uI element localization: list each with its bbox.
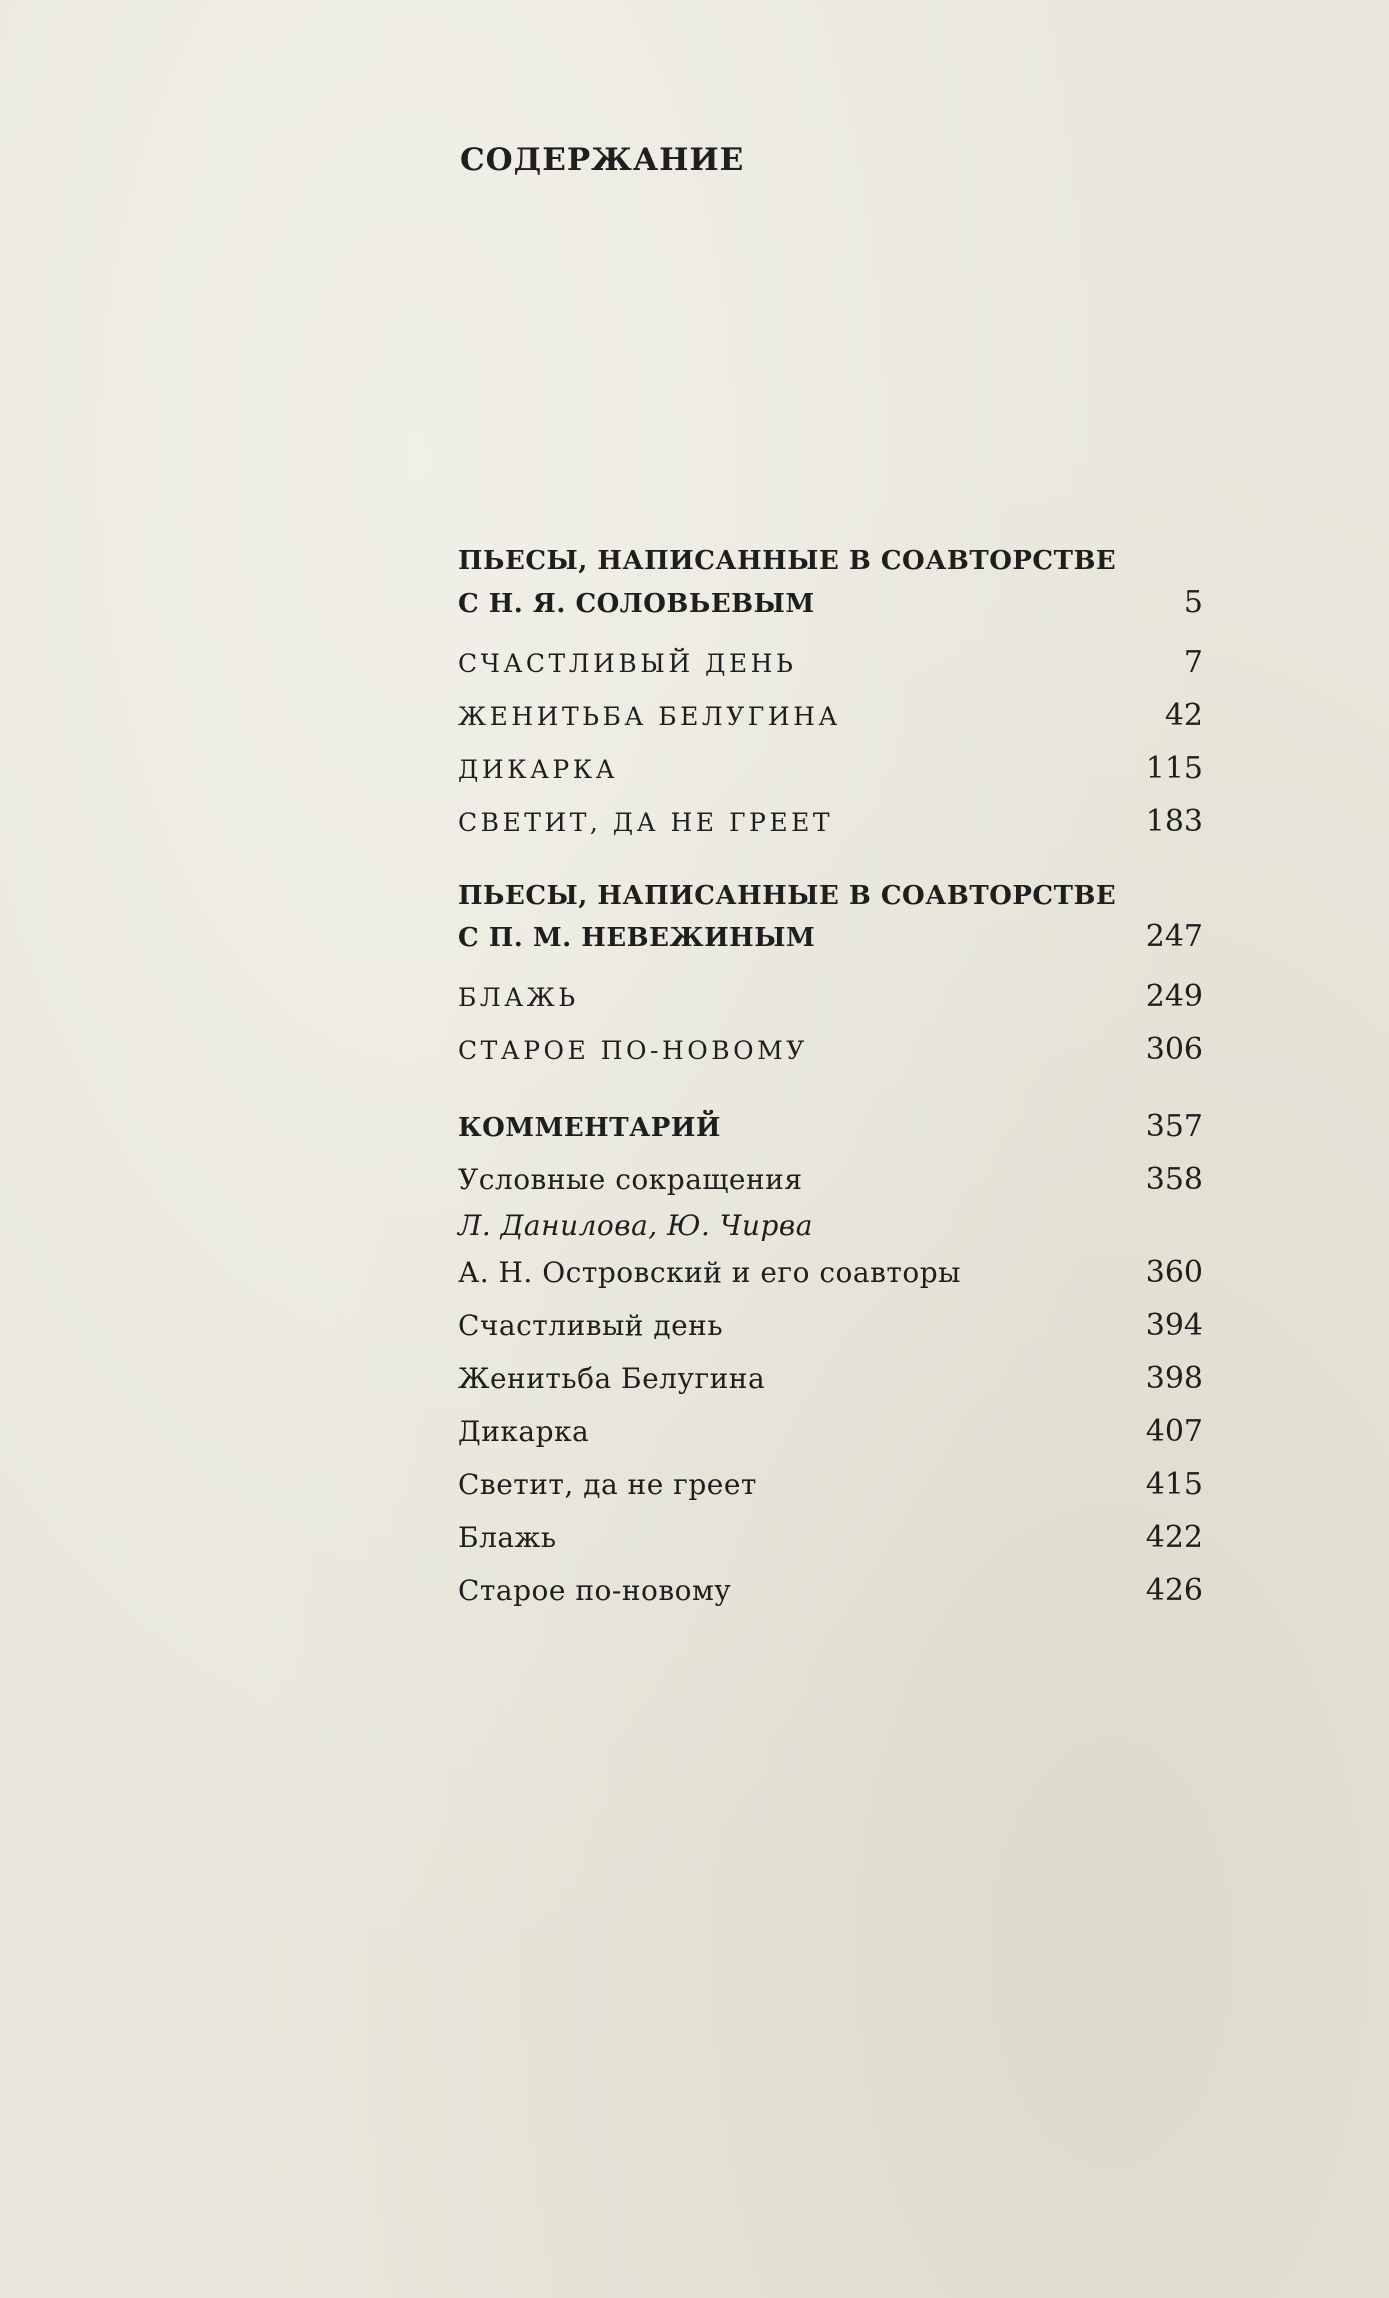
toc-item-label: Блажь <box>458 1521 557 1554</box>
toc-item <box>458 1458 1203 1511</box>
toc-item-label: ЖЕНИТЬБА БЕЛУГИНА <box>458 702 841 731</box>
section-2-title-row <box>458 916 1203 958</box>
toc-item-page: 407 <box>1145 1414 1203 1449</box>
toc-item-page: 422 <box>1145 1520 1203 1555</box>
toc-item-page: 249 <box>1145 979 1203 1014</box>
toc-item-label: Счастливый день <box>458 1309 724 1342</box>
toc-item-page: 394 <box>1145 1308 1203 1343</box>
toc-item-label: Дикарка <box>458 1415 590 1448</box>
toc-item-label: А. Н. Островский и его соавторы <box>458 1256 961 1289</box>
toc-item <box>458 742 1203 795</box>
commentary-authors: Л. Данилова, Ю. Чирва <box>458 1209 813 1242</box>
toc-item <box>458 1299 1203 1352</box>
page-title: СОДЕРЖАНИЕ <box>460 142 745 178</box>
toc-item-page: 358 <box>1145 1162 1203 1197</box>
section-2-title-line1: ПЬЕСЫ, НАПИСАННЫЕ В СОАВТОРСТВЕ <box>458 881 1117 911</box>
toc-item-page: 398 <box>1145 1361 1203 1396</box>
toc-item-label: ДИКАРКА <box>458 755 619 784</box>
toc-item <box>458 1352 1203 1405</box>
toc-item-label: БЛАЖЬ <box>458 983 579 1012</box>
toc-item-label: СТАРОЕ ПО-НОВОМУ <box>458 1036 808 1065</box>
toc-item-page: 7 <box>1183 645 1203 680</box>
section-1-page: 5 <box>1183 585 1203 620</box>
toc-item <box>458 1564 1203 1617</box>
toc-item-page: 360 <box>1145 1255 1203 1290</box>
toc-item-page: 115 <box>1145 751 1203 786</box>
section-2-page: 247 <box>1145 919 1203 954</box>
toc-item-page: 42 <box>1164 698 1203 733</box>
commentary-title: КОММЕНТАРИЙ <box>458 1113 721 1143</box>
toc-item <box>458 795 1203 848</box>
toc-item-page: 426 <box>1145 1573 1203 1608</box>
section-1-title-row <box>458 582 1203 624</box>
toc-item-label: Условные сокращения <box>458 1163 803 1196</box>
toc-item-page: 183 <box>1145 804 1203 839</box>
section-1-title-line1: ПЬЕСЫ, НАПИСАННЫЕ В СОАВТОРСТВЕ <box>458 546 1117 576</box>
toc-item-label: СЧАСТЛИВЫЙ ДЕНЬ <box>458 649 797 678</box>
toc-item <box>458 970 1203 1023</box>
toc-item <box>458 636 1203 689</box>
commentary-title-row <box>458 1100 1203 1153</box>
toc-item <box>458 1405 1203 1458</box>
toc-item <box>458 1246 1203 1299</box>
toc-item <box>458 689 1203 742</box>
section-1-title-line2: С Н. Я. СОЛОВЬЕВЫМ <box>458 589 815 619</box>
commentary-page: 357 <box>1145 1109 1203 1144</box>
section-2-title-line2: С П. М. НЕВЕЖИНЫМ <box>458 923 816 953</box>
toc-item <box>458 1153 1203 1206</box>
toc-item <box>458 1511 1203 1564</box>
toc-item <box>458 1023 1203 1076</box>
table-of-contents <box>458 540 1203 1617</box>
toc-item-label: Женитьба Белугина <box>458 1362 766 1395</box>
toc-item-page: 306 <box>1145 1032 1203 1067</box>
toc-item-page: 415 <box>1145 1467 1203 1502</box>
toc-item-label: СВЕТИТ, ДА НЕ ГРЕЕТ <box>458 808 834 837</box>
toc-item-label: Светит, да не греет <box>458 1468 757 1501</box>
toc-item-label: Старое по-новому <box>458 1574 732 1607</box>
